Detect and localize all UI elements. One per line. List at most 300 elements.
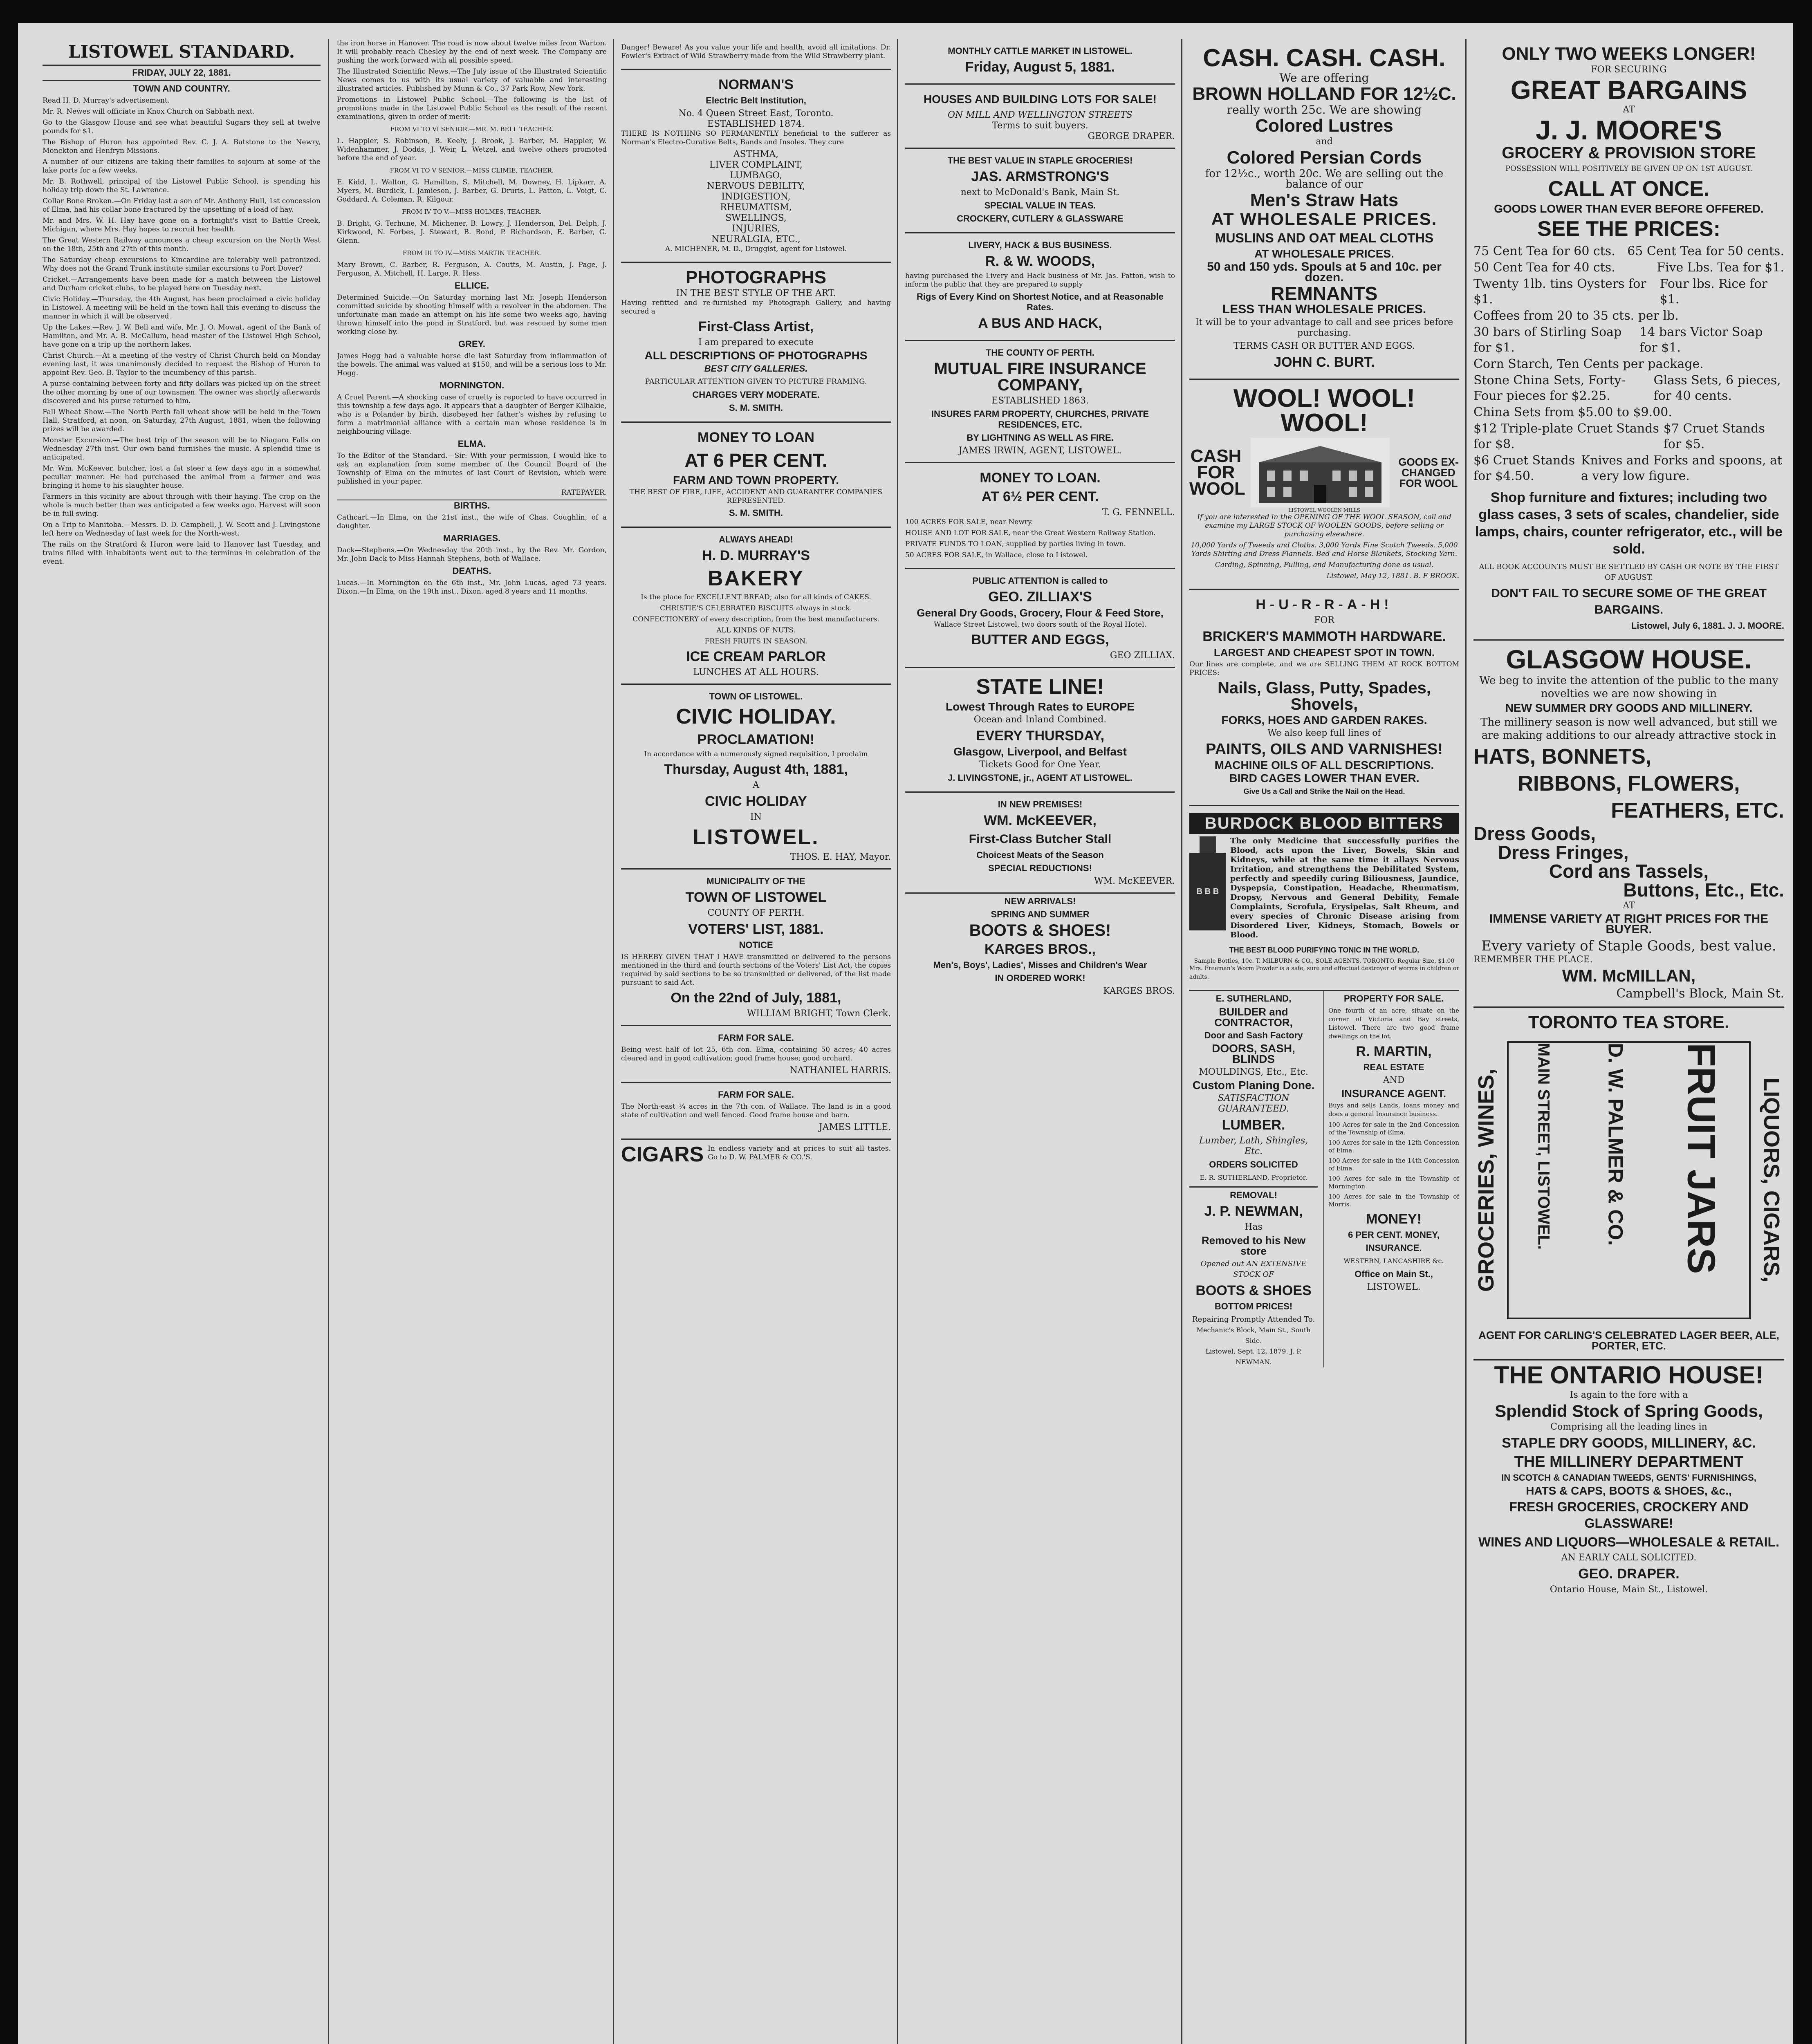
price-item: $6 Cruet Stands for $4.50. xyxy=(1473,453,1575,483)
ad-title: CIVIC HOLIDAY. xyxy=(676,705,836,728)
ad-title: E. SUTHERLAND, xyxy=(1215,993,1292,1004)
news-paragraph: A Cruel Parent.—A shocking case of cruelty is reported to have occurred in this township a few days ago. It appears that a daughter of Berger Kilhakie, who is a Polander by birth, disobeyed her father's wishes by refusing to form a matrimonial alliance with a certain man whose residence is in neighbouring village. xyxy=(337,393,607,436)
cattle-market-ad xyxy=(905,39,1175,85)
civic-holiday-proclamation xyxy=(621,685,891,870)
ad-signature: THOS. E. HAY, Mayor. xyxy=(790,852,891,862)
ad-highlight: SPECIAL VALUE IN TEAS. xyxy=(984,200,1096,211)
price-item: 75 Cent Tea for 60 cts. xyxy=(1473,244,1615,258)
ad-highlight: Splendid Stock of Spring Goods, xyxy=(1495,1401,1763,1421)
property-listing: 50 ACRES FOR SALE, in Wallace, close to Listowel. xyxy=(905,551,1088,559)
ad-highlight: Colored Persian Cords xyxy=(1227,148,1422,168)
ad-text: THE BEST OF FIRE, LIFE, ACCIDENT AND GUARANTEE COMPANIES REPRESENTED. xyxy=(629,488,883,505)
karges-boots-ad xyxy=(905,896,1175,997)
ad-highlight: Rigs of Every Kind on Shortest Notice, and at Reasonable Rates. xyxy=(917,291,1164,312)
ad-text: LISTOWEL. xyxy=(1367,1282,1421,1292)
ad-text: Danger! Beware! As you value your life and health, avoid all imitations. Dr. Fowler's Extract of Wild Strawberry made from the Wild Strawberry plant. xyxy=(621,43,891,60)
ad-highlight: A BUS AND HACK, xyxy=(978,316,1102,331)
ad-kicker: LIVERY, HACK & BUS BUSINESS. xyxy=(968,240,1112,250)
price-item: 50 Cent Tea for 40 cts. xyxy=(1473,260,1615,275)
ad-signature: WM. McMILLAN, xyxy=(1562,966,1696,985)
price-item: Knives and Forks and spoons, at a very low figure. xyxy=(1581,453,1782,483)
ad-title: FARM FOR SALE. xyxy=(718,1089,794,1100)
ad-text: THERE IS NOTHING SO PERMANENTLY beneficial to the sufferer as Norman's Electro-Curative Belts, Bands and Insoles. They cure xyxy=(621,130,891,146)
ad-subtitle: ESTABLISHED 1863. xyxy=(991,396,1089,406)
ad-text: We are offering xyxy=(1279,71,1369,85)
ad-text: Every variety of Staple Goods, best value. xyxy=(1481,938,1776,954)
ad-title: BOOTS & SHOES! xyxy=(969,921,1111,939)
ad-text: Our lines are complete, and we are SELLING THEM AT ROCK BOTTOM PRICES: xyxy=(1189,660,1459,677)
ad-title: GEO. ZILLIAX'S xyxy=(988,589,1092,605)
ad-title: R. MARTIN, xyxy=(1356,1044,1432,1059)
ad-highlight: ALL DESCRIPTIONS OF PHOTOGRAPHS xyxy=(644,349,868,362)
ad-signature: S. M. SMITH. xyxy=(729,508,783,518)
ad-signature: Listowel, May 12, 1881. B. F BROOK. xyxy=(1326,572,1459,580)
ad-text: ALL BOOK ACCOUNTS MUST BE SETTLED BY CASH OR NOTE BY THE FIRST OF AUGUST. xyxy=(1479,563,1779,582)
ad-highlight: Nails, Glass, Putty, Spades, Shovels, xyxy=(1218,679,1431,713)
promotion-names: Mary Brown, C. Barber, R. Ferguson, A. Coutts, M. Austin, J. Page, J. Ferguson, A. Mitchell, H. Large, R. Hess. xyxy=(337,261,607,278)
ad-subtitle: SPRING AND SUMMER xyxy=(991,909,1090,919)
ad-text: SATISFACTION GUARANTEED. xyxy=(1218,1093,1289,1114)
price-item: Four lbs. Rice for $1. xyxy=(1660,277,1768,307)
price-row xyxy=(1473,308,1784,324)
ad-title: HOUSES AND BUILDING LOTS FOR SALE! xyxy=(924,93,1157,105)
ad-highlight: HATS, BONNETS, xyxy=(1473,745,1652,769)
ad-kicker: THE BEST VALUE IN STAPLE GROCERIES! xyxy=(947,155,1133,166)
price-row xyxy=(1473,421,1784,452)
ad-text: Lumber, Lath, Shingles, Etc. xyxy=(1199,1136,1308,1156)
ad-text: CHARGES VERY MODERATE. xyxy=(692,390,820,400)
ad-text: Having refitted and re-furnished my Photograph Gallery, and having secured a xyxy=(621,299,891,316)
ailment-item: LIVER COMPLAINT, xyxy=(709,160,803,170)
price-row xyxy=(1473,244,1784,259)
bottle-label: B B B xyxy=(1189,853,1226,930)
ad-text: AT WHOLESALE PRICES. xyxy=(1254,247,1394,260)
column-1 xyxy=(43,39,321,2044)
wool-banner xyxy=(1189,438,1459,507)
ad-highlight: BOTTOM PRICES! xyxy=(1214,1301,1293,1311)
ad-highlight: BOOTS & SHOES xyxy=(1195,1283,1312,1298)
ad-address: Campbell's Block, Main St. xyxy=(1616,986,1784,1001)
promotion-heading: FROM VI TO VI SENIOR.—MR. M. BELL TEACHER. xyxy=(390,126,554,133)
ad-highlight: BIRD CAGES LOWER THAN EVER. xyxy=(1229,772,1420,784)
ad-signature: JAMES LITTLE. xyxy=(819,1122,891,1132)
news-paragraph: Christ Church.—At a meeting of the vestry of Christ Church held on Monday evening last, it was unanimously decided to request the Bishop of Huron to appoint Rev. Geo. B. Taylor to the incumbency of this parish. xyxy=(43,352,321,377)
ad-highlight: LISTOWEL. xyxy=(693,825,819,849)
ad-title: TOWN OF LISTOWEL xyxy=(685,890,827,905)
price-row xyxy=(1473,453,1784,484)
sutherland-builder-ad xyxy=(1189,991,1318,1367)
brook-wool-ad xyxy=(1189,380,1459,590)
ad-signature: KARGES BROS. xyxy=(1103,986,1175,996)
ad-highlight: IMMENSE VARIETY AT RIGHT PRICES FOR THE BUYER. xyxy=(1489,912,1769,936)
ad-text: AN EARLY CALL SOLICITED. xyxy=(1561,1553,1697,1563)
column-rule xyxy=(1181,39,1182,2044)
moore-grocery-ad xyxy=(1473,39,1784,641)
births-heading: BIRTHS. xyxy=(337,500,607,511)
ad-highlight: BUTTER AND EGGS, xyxy=(971,632,1109,648)
ad-highlight: EVERY THURSDAY, xyxy=(976,728,1105,744)
news-paragraph: The Great Western Railway announces a cheap excursion on the North West on the 18th, 25th and 27th of this month. xyxy=(43,236,321,253)
ad-highlight: MUSLINS AND OAT MEAL CLOTHS xyxy=(1215,231,1434,245)
ad-kicker: REMOVAL! xyxy=(1230,1190,1277,1200)
ad-text: In endless variety and at prices to suit all tastes. Go to D. W. PALMER & CO.'S. xyxy=(708,1145,891,1161)
column-rule xyxy=(328,39,329,2044)
ad-signature: GEO ZILLIAX. xyxy=(1110,650,1175,661)
ad-highlight: BY LIGHTNING AS WELL AS FIRE. xyxy=(967,433,1114,443)
ad-text: Tickets Good for One Year. xyxy=(979,760,1101,770)
armstrong-groceries-ad xyxy=(905,149,1175,233)
ad-text: Is again to the fore with a xyxy=(1570,1390,1688,1400)
ailment-item: SWELLINGS, xyxy=(725,213,787,223)
ad-title: MONEY TO LOAN. xyxy=(980,470,1101,486)
bakery-ad xyxy=(621,528,891,685)
news-paragraph: James Hogg had a valuable horse die last Saturday from inflammation of the bowels. The animal was valued at $150, and will be a serious loss to Mr. Hogg. xyxy=(337,352,607,377)
ad-highlight: Cord ans Tassels, xyxy=(1549,861,1709,882)
price-item: China Sets from $5.00 to $9.00. xyxy=(1473,405,1672,419)
marriages-heading: MARRIAGES. xyxy=(443,533,501,543)
ad-highlight: DON'T FAIL TO SECURE SOME OF THE GREAT BARGAINS. xyxy=(1491,587,1767,616)
ad-highlight: Colored Lustres xyxy=(1255,116,1393,136)
ad-title: CASH. CASH. CASH. xyxy=(1203,44,1446,72)
ad-text: In accordance with a numerously signed requisition, I proclaim xyxy=(644,750,868,758)
ad-text: Opened out AN EXTENSIVE STOCK OF xyxy=(1200,1260,1307,1279)
martin-listings xyxy=(1328,1121,1459,1208)
price-row xyxy=(1473,373,1784,404)
promotion-names: L. Happler, S. Robinson, B. Keely, J. Brook, J. Barber, M. Happler, W. Widenhammer, J. Dodds, J. Weir, L. Wetzel, and twelve others promoted before the end of year. xyxy=(337,137,607,162)
ailments-list xyxy=(621,149,891,245)
ad-subtitle: IN THE BEST STYLE OF THE ART. xyxy=(676,288,836,298)
ad-title: FARM FOR SALE. xyxy=(718,1033,794,1043)
ad-title: J. P. NEWMAN, xyxy=(1204,1204,1303,1219)
ad-kicker: TOWN OF LISTOWEL. xyxy=(709,691,803,702)
glasgow-house-ad xyxy=(1473,641,1784,1008)
town-country-news xyxy=(43,96,321,566)
news-paragraph: the iron horse in Hanover. The road is now about twelve miles from Warton. It will probably reach Chesley by the end of next week. The Company are pushing the work forward with all possible speed. xyxy=(337,39,607,65)
column-6 xyxy=(1473,39,1784,2044)
column-5 xyxy=(1189,39,1459,2044)
ad-vertical-text: D. W. PALMER & CO. xyxy=(1604,1043,1627,1246)
ad-name: KARGES BROS., xyxy=(984,941,1096,957)
ad-highlight: FRESH GROCERIES, CROCKERY AND GLASSWARE! xyxy=(1509,1499,1749,1531)
ad-text: A xyxy=(753,780,759,790)
ad-text: Mechanic's Block, Main St., South Side. xyxy=(1196,1326,1311,1345)
ad-text: FORKS, HOES AND GARDEN RAKES. xyxy=(1221,714,1427,726)
mill-caption: LISTOWEL WOOLEN MILLS xyxy=(1288,507,1360,513)
deaths-heading: DEATHS. xyxy=(452,566,491,576)
ad-signature: GEO. DRAPER. xyxy=(1578,1566,1680,1582)
section-title: TOWN AND COUNTRY. xyxy=(133,83,230,94)
acre-listing: 100 Acres for sale in the 12th Concession of Elma. xyxy=(1328,1139,1459,1154)
price-item: $12 Triple-plate Cruet Stands for $8. xyxy=(1473,421,1659,451)
ad-text: FOR SECURING xyxy=(1591,65,1667,75)
ad-text: for 12½c., worth 20c. We are selling out the balance of our xyxy=(1205,168,1444,191)
ad-title: WM. McKEEVER, xyxy=(984,813,1097,828)
ad-vertical-title: FRUIT JARS xyxy=(1679,1043,1723,1274)
price-item: 65 Cent Tea for 50 cents. xyxy=(1627,244,1784,258)
ad-text: and xyxy=(1316,137,1333,147)
ad-highlight: Removed to his New store xyxy=(1201,1234,1306,1257)
ad-highlight: Friday, August 5, 1881. xyxy=(965,59,1115,75)
section-heading: GREY. xyxy=(458,339,486,349)
ad-highlight: STAPLE DRY GOODS, MILLINERY, &C. xyxy=(1502,1435,1756,1451)
martin-real-estate-ad xyxy=(1323,991,1459,1367)
ad-text: MACHINE OILS OF ALL DESCRIPTIONS. xyxy=(1214,759,1434,771)
ad-highlight: AT WHOLESALE PRICES. xyxy=(1211,209,1437,229)
ad-highlight: Dress Goods, xyxy=(1473,823,1596,844)
section-heading: MORNINGTON. xyxy=(439,380,505,390)
ad-highlight: AT 6½ PER CENT. xyxy=(981,489,1099,504)
ad-title: VOTERS' LIST, 1881. xyxy=(688,921,824,937)
news-paragraph: The Saturday cheap excursions to Kincardine are tolerably well patronized. Why does not the Grand Trunk institute similar excursions to Port Dover? xyxy=(43,256,321,273)
promotion-heading: FROM III TO IV.—MISS MARTIN TEACHER. xyxy=(402,249,541,257)
ad-text: Has xyxy=(1245,1222,1263,1232)
ad-text: ORDERS SOLICITED xyxy=(1209,1159,1298,1170)
price-item: Twenty 1lb. tins Oysters for $1. xyxy=(1473,277,1646,307)
price-row xyxy=(1473,325,1784,356)
price-row xyxy=(1473,356,1784,372)
ad-highlight: THE MILLINERY DEPARTMENT xyxy=(1514,1453,1744,1470)
ad-title: BURDOCK BLOOD BITTERS xyxy=(1189,813,1459,834)
column-rule xyxy=(1465,39,1467,2044)
cigars-ad xyxy=(621,1140,891,1169)
ad-text: LUNCHES AT ALL HOURS. xyxy=(693,667,819,677)
news-paragraph: The Bishop of Huron has appointed Rev. C. J. A. Batstone to the Newry, Monckton and Henfryn Missions. xyxy=(43,138,321,155)
mckeever-butcher-ad xyxy=(905,793,1175,894)
section-heading: ELMA. xyxy=(457,439,486,449)
price-item: Stone China Sets, Forty-Four pieces for $2.25. xyxy=(1473,373,1626,403)
property-listing: 100 ACRES FOR SALE, near Newry. xyxy=(905,518,1033,526)
tea-store-vertical-panel xyxy=(1473,1033,1784,1327)
ad-title: TORONTO TEA STORE. xyxy=(1528,1012,1730,1032)
farm-sale-ad xyxy=(621,1083,891,1140)
news-paragraph: Fall Wheat Show.—The North Perth fall wheat show will be held in the Town Hall, Stratford, at noon, on Saturday, 27th August, 1881, when the following prizes will be awarded. xyxy=(43,408,321,433)
ad-title: BRICKER'S MAMMOTH HARDWARE. xyxy=(1202,629,1446,644)
news-paragraph: The Illustrated Scientific News.—The July issue of the Illustrated Scientific News comes to us with its usual variety of valuable and interesting illustrated articles. Published by Munn & Co., 37 Park Row, New York. xyxy=(337,67,607,93)
ad-text: POSSESSION WILL POSITIVELY BE GIVEN UP ON 1ST AUGUST. xyxy=(1505,164,1753,173)
ad-text: Buys and sells Lands, loans money and does a general Insurance business. xyxy=(1328,1102,1459,1118)
news-paragraph: Civic Holiday.—Thursday, the 4th August, has been proclaimed a civic holiday in Listowel. A meeting will be held in the town hall this evening to discuss the manner in which it will be observed. xyxy=(43,295,321,320)
ad-signature: Listowel, Sept. 12, 1879. J. P. NEWMAN. xyxy=(1205,1347,1302,1366)
ad-text: FOR xyxy=(1314,615,1334,625)
ailment-item: RHEUMATISM, xyxy=(720,202,792,213)
ad-subtitle: GROCERY & PROVISION STORE xyxy=(1502,144,1756,162)
ad-text: really worth 25c. We are showing xyxy=(1227,103,1422,117)
ad-signature: J. LIVINGSTONE, jr., AGENT AT LISTOWEL. xyxy=(948,773,1132,783)
masthead-title: LISTOWEL STANDARD. xyxy=(68,42,295,62)
ad-highlight: On the 22nd of July, 1881, xyxy=(671,990,841,1006)
price-item: Glass Sets, 6 pieces, for 40 cents. xyxy=(1653,373,1781,403)
ad-text: IN SCOTCH & CANADIAN TWEEDS, GENTS' FURNISHINGS, xyxy=(1501,1472,1756,1483)
price-item: Corn Starch, Ten Cents per package. xyxy=(1473,357,1704,371)
ad-kicker: PROPERTY FOR SALE. xyxy=(1343,993,1444,1004)
ailment-item: INJURIES, xyxy=(732,224,780,234)
ad-text: TERMS CASH OR BUTTER AND EGGS. xyxy=(1233,341,1415,351)
promotion-names: E. Kidd, L. Walton, G. Hamilton, S. Mitchell, M. Downey, H. Lipkarr, A. Myers, M. Burdick, I. Jamieson, J. Barber, G. Druris, L. Patton, L. Voigt, C. Goddard, A. Coleman, R. Kilgour. xyxy=(337,178,607,204)
price-item: Five Lbs. Tea for $1. xyxy=(1657,260,1784,275)
ad-text: 10,000 Yards of Tweeds and Cloths. 3,000 Yards Fine Scotch Tweeds. 5,000 Yards Shirting and Dress Flannels. Bed and Horse Blankets, Stocking Yarn. xyxy=(1191,541,1458,558)
ad-text: MOULDINGS, Etc., Etc. xyxy=(1199,1067,1308,1077)
ad-highlight: CASH FOR WOOL xyxy=(1189,446,1245,499)
bakery-line: CONFECTIONERY of every description, from the best manufacturers. xyxy=(632,615,879,623)
promotion-names: B. Bright, G. Terhune, M. Michener, B. Lowry, J. Henderson, Del. Delph, J. Kirkwood, N. Forbes, J. Stewart, B. Bond, P. Richardson, E. Barber, G. Glenn. xyxy=(337,220,607,245)
ad-signature: E. R. SUTHERLAND, Proprietor. xyxy=(1200,1174,1307,1181)
ad-vertical-text: GROCERIES, WINES, xyxy=(1474,1068,1498,1292)
property-listing: PRIVATE FUNDS TO LOAN, supplied by parties living in town. xyxy=(905,540,1126,548)
price-item: 30 bars of Stirling Soap for $1. xyxy=(1473,325,1622,355)
ad-subtitle: next to McDonald's Bank, Main St. xyxy=(960,187,1120,197)
ad-text: We also keep full lines of xyxy=(1267,728,1381,738)
column-2 xyxy=(337,39,607,2044)
masthead-date: FRIDAY, JULY 22, 1881. xyxy=(43,65,321,81)
ad-title: STATE LINE! xyxy=(976,675,1104,699)
ad-text: Men's, Boys', Ladies', Misses and Children's Wear xyxy=(933,960,1147,970)
ad-text: The only Medicine that successfully purifies the Blood, acts upon the Liver, Bowels, Skin and Kidneys, while at the same time it allays Nervous Irritation, and strengthens the Debilitated System, perfectly and speedily curing Biliousness, Jaundice, Dyspepsia, Constipation, Headache, Rheumatism, Dropsy, Nervous and General Debility, Female Complaints, Scrofula, Erysipelas, Salt Rheum, and every species of Chronic Disease arising from Disordered Liver, Kidneys, Stomach, Bowels or Blood. xyxy=(1230,836,1459,939)
ad-text: PARTICULAR ATTENTION GIVEN TO PICTURE FRAMING. xyxy=(645,377,867,386)
state-line-ad xyxy=(905,668,1175,793)
burt-cash-ad xyxy=(1189,39,1459,380)
price-row xyxy=(1473,276,1784,307)
ad-highlight: SEE THE PRICES: xyxy=(1537,217,1720,241)
ad-text: INSURES FARM PROPERTY, CHURCHES, PRIVATE RESIDENCES, ETC. xyxy=(931,409,1149,430)
fennell-loan-ad xyxy=(905,463,1175,569)
ad-text: AT xyxy=(1623,901,1635,911)
ailment-item: LUMBAGO, xyxy=(730,170,782,181)
column-rule xyxy=(897,39,898,2044)
ad-vertical-text: LIQUORS, CIGARS, xyxy=(1759,1078,1784,1283)
ad-title: JAS. ARMSTRONG'S xyxy=(971,169,1109,184)
ad-title: BAKERY xyxy=(708,567,804,590)
ad-text: LESS THAN WHOLESALE PRICES. xyxy=(1222,303,1426,316)
norman-belt-ad xyxy=(621,70,891,263)
ad-text: AND xyxy=(1383,1075,1405,1085)
ad-title: H-U-R-R-A-H! xyxy=(1256,597,1393,612)
news-paragraph: Read H. D. Murray's advertisement. xyxy=(43,96,170,105)
houses-lots-ad xyxy=(905,85,1175,149)
ad-title: NORMAN'S xyxy=(718,77,794,92)
ad-subtitle: FARM AND TOWN PROPERTY. xyxy=(673,474,839,486)
news-paragraph: Farmers in this vicinity are about through with their haying. The crop on the whole is much better than was anticipated a few weeks ago. Harvest will soon be in full swing. xyxy=(43,493,321,518)
ad-text: having purchased the Livery and Hack business of Mr. Jas. Patton, wish to inform the public that they are prepared to supply xyxy=(905,272,1175,289)
ad-text: Repairing Promptly Attended To. xyxy=(1192,1315,1315,1324)
mutual-fire-insurance-ad xyxy=(905,341,1175,463)
ad-text: Being west half of lot 25, 6th con. Elma, containing 50 acres; 40 acres cleared and in good cultivation; good frame house; good orchard. xyxy=(621,1046,891,1062)
ad-address: Ontario House, Main St., Listowel. xyxy=(1550,1585,1708,1595)
ad-text: Give Us a Call and Strike the Nail on the Head. xyxy=(1243,787,1405,796)
news-paragraph: Mr. Wm. McKeever, butcher, lost a fat steer a few days ago in a somewhat peculiar manner. He had purchased the animal from a farmer and was bringing it home to his slaughter house. xyxy=(43,464,321,490)
ad-subtitle: General Dry Goods, Grocery, Flour & Feed Store, xyxy=(917,607,1164,619)
ad-title: GLASGOW HOUSE. xyxy=(1506,645,1752,674)
ailment-item: INDIGESTION, xyxy=(721,192,791,202)
ad-text: Mrs. Freeman's Worm Powder is a safe, sure and effectual destroyer of worms in children or adults. xyxy=(1189,965,1459,980)
ad-subtitle: PROCLAMATION! xyxy=(697,732,815,747)
ad-title: THE ONTARIO HOUSE! xyxy=(1494,1361,1764,1389)
bakery-line: FRESH FRUITS IN SEASON. xyxy=(704,637,807,645)
ailment-item: NERVOUS DEBILITY, xyxy=(706,181,805,191)
ad-kicker: ALWAYS AHEAD! xyxy=(719,534,793,545)
ad-kicker: IN NEW PREMISES! xyxy=(998,799,1083,809)
ad-subtitle: INSURANCE. xyxy=(1366,1243,1422,1253)
zilliax-store-ad xyxy=(905,569,1175,668)
ad-highlight: ICE CREAM PARLOR xyxy=(686,649,826,664)
ad-text: Sample Bottles, 10c. T. MILBURN & CO., SOLE AGENTS, TORONTO. Regular Size, $1.00 xyxy=(1194,958,1455,964)
ad-title: GREAT BARGAINS xyxy=(1510,75,1747,105)
ad-highlight: 6 PER CENT. MONEY, xyxy=(1348,1230,1440,1240)
ad-title: WOOL! WOOL! WOOL! xyxy=(1233,384,1415,437)
burdock-bitters-ad xyxy=(1189,806,1459,991)
news-paragraph: Monster Excursion.—The best trip of the season will be to Niagara Falls on Wednesday 27th inst. Our own band furnishes the music. A splendid time is anticipated. xyxy=(43,436,321,462)
ad-text: The millinery season is now well advanced, but still we are making additions to our already attractive stock in xyxy=(1480,716,1777,742)
promotion-heading: FROM IV TO V.—MISS HOLMES, TEACHER. xyxy=(402,208,542,215)
news-paragraph: Mr. B. Rothwell, principal of the Listowel Public School, is spending his holiday trip down the St. Lawrence. xyxy=(43,177,321,194)
ad-text: WESTERN, LANCASHIRE &c. xyxy=(1343,1257,1444,1265)
ad-signature: GEORGE DRAPER. xyxy=(1088,131,1175,141)
ad-subtitle: Lowest Through Rates to EUROPE xyxy=(945,700,1135,713)
price-row xyxy=(1473,260,1784,276)
ad-vertical-text: MAIN STREET, LISTOWEL. xyxy=(1534,1043,1553,1250)
price-item: $7 Cruet Stands for $5. xyxy=(1663,421,1765,451)
ad-subtitle: BUILDER and CONTRACTOR, xyxy=(1214,1006,1293,1029)
ad-subtitle: INSURANCE AGENT. xyxy=(1341,1087,1446,1100)
ad-title: CIGARS xyxy=(621,1143,704,1166)
column-3 xyxy=(621,39,891,2044)
ad-text: AGENT FOR CARLING'S CELEBRATED LAGER BEER, ALE, PORTER, ETC. xyxy=(1478,1329,1779,1352)
marriages-entry: Dack—Stephens.—On Wednesday the 20th inst., by the Rev. Mr. Gordon, Mr. John Dack to Miss Hannah Stephens, both of Wallace. xyxy=(337,546,607,563)
ad-title: MONEY TO LOAN xyxy=(697,430,814,445)
ad-highlight: WINES AND LIQUORS—WHOLESALE & RETAIL. xyxy=(1478,1535,1779,1549)
ad-title: MUTUAL FIRE INSURANCE COMPANY, xyxy=(934,360,1146,394)
news-paragraph: A purse containing between forty and fifty dollars was picked up on the street the other morning by one of our townsmen. The owner was shortly afterwards discovered and his purse returned to him. xyxy=(43,380,321,405)
bottle-neck xyxy=(1200,836,1216,853)
ad-signature: WM. McKEEVER. xyxy=(1094,876,1175,886)
acre-listing: 100 Acres for sale in the Township of Morris. xyxy=(1328,1193,1459,1208)
property-listings xyxy=(905,518,1175,560)
ad-text: HATS & CAPS, BOOTS & SHOES, &c., xyxy=(1526,1484,1732,1497)
news-paragraph: Collar Bone Broken.—On Friday last a son of Mr. Anthony Hull, 1st concession of Elma, had his collar bone fractured by the upsetting of a load of hay. xyxy=(43,197,321,214)
strawberry-ad xyxy=(621,39,891,70)
ad-text: We beg to invite the attention of the public to the many novelties we are now showing in xyxy=(1479,675,1778,700)
price-list xyxy=(1473,244,1784,484)
ad-text: Door and Sash Factory xyxy=(1204,1030,1303,1040)
letter-paragraph: To the Editor of the Standard.—Sir: With your permission, I would like to ask an explanation from some member of the Council Board of the Township of Elma on the minutes of last Court of Revision, which were published in your paper. xyxy=(337,452,607,486)
acre-listing: 100 Acres for sale in the Township of Mornington. xyxy=(1328,1175,1459,1190)
ad-text: It will be to your advantage to call and see prices before purchasing. xyxy=(1195,317,1453,338)
bakery-line: Is the place for EXCELLENT BREAD; also for all kinds of CAKES. xyxy=(641,593,871,601)
ad-highlight: Choicest Meats of the Season xyxy=(976,850,1104,860)
ad-subtitle: Electric Belt Institution, xyxy=(706,95,806,105)
ad-kicker: THE COUNTY OF PERTH. xyxy=(985,347,1095,358)
section-heading: ELLICE. xyxy=(454,280,489,291)
ad-text: I am prepared to execute xyxy=(698,337,814,347)
farm-sale-ad xyxy=(621,1026,891,1083)
ad-kicker: NEW ARRIVALS! xyxy=(1004,896,1076,906)
news-paragraph: Go to the Glasgow House and see what beautiful Sugars they sell at twelve pounds for $1. xyxy=(43,119,321,135)
ad-kicker: PUBLIC ATTENTION is called to xyxy=(972,576,1108,586)
ad-subtitle: LARGEST AND CHEAPEST SPOT IN TOWN. xyxy=(1213,646,1435,659)
ad-highlight: REMNANTS xyxy=(1271,283,1378,304)
ad-title: MONTHLY CATTLE MARKET IN LISTOWEL. xyxy=(948,46,1132,56)
bakery-line: ALL KINDS OF NUTS. xyxy=(716,626,796,634)
ailment-item: NEURALGIA, ETC., xyxy=(711,234,801,244)
ad-highlight: First-Class Butcher Stall xyxy=(969,832,1112,846)
ad-text: IS HEREBY GIVEN THAT I HAVE transmitted or delivered to the persons mentioned in the third and fourth sections of the Voters' List Act, the copies required by said sections to be so transmitted or delivered, of the list made pursuant to said Act. xyxy=(621,953,891,987)
ad-signature: T. G. FENNELL. xyxy=(1102,507,1175,518)
holiday-date: Thursday, August 4th, 1881, xyxy=(664,762,848,777)
ad-text: Terms to suit buyers. xyxy=(992,121,1088,131)
ad-text: IN xyxy=(750,812,762,822)
ad-text: One fourth of an acre, situate on the corner of Victoria and Bay streets, Listowel. There are two good frame dwellings on the lot. xyxy=(1328,1007,1459,1040)
ad-signature: WILLIAM BRIGHT, Town Clerk. xyxy=(747,1009,891,1019)
letter-signature: RATEPAYER. xyxy=(561,489,607,497)
